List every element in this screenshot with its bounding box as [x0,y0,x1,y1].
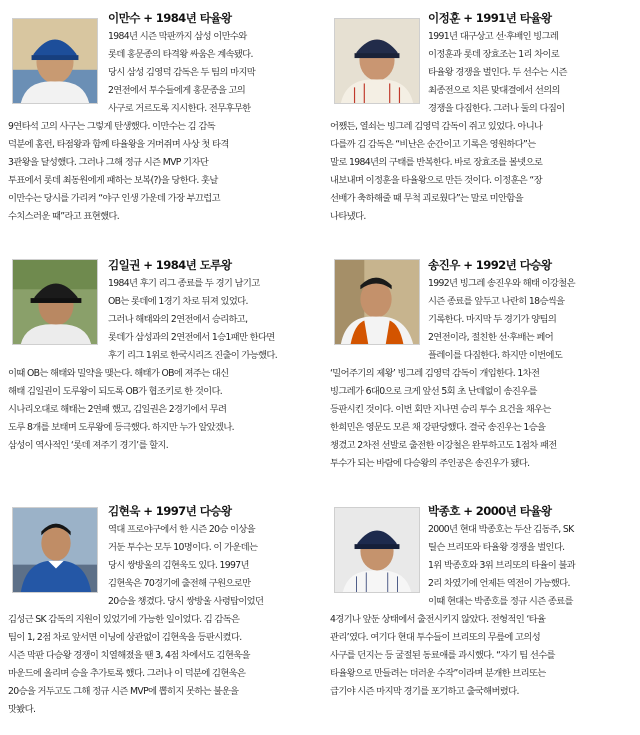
player-portrait-image [13,19,97,103]
entry-body-text: 김성근 SK 감독의 지원이 있었기에 가능한 일이었다. 김 감독은 팀이 1, 2점 차로 앞서면 이닝에 상관없이 김현욱을 등판시켰다. 시즌 막판 다승왕 경쟁이 치열해졌을 땐 3, 4점 차에서도 김현욱을 마운드에 올리며 승을 추가토록 했다. 그러나 이 덕분에 김현욱은 20승을 거두고도 그해 정규 시즌 MVP에 뽑히지 못하는 불운을 맛봤다. [8,614,250,715]
player-photo-kim-ilkwon [12,259,98,345]
entry-side-text: 1984년 후기 리그 종료를 두 경기 남기고 OB는 롯데에 1경기 차로 뒤져 있었다. 그러나 해태와의 2연전에서 승리하고, 롯데가 삼성과의 2연전에서 1승1패만 한다면 후기 리그 1위로 한국시리즈 진출이 가능했다. [108,278,278,361]
player-portrait-image [13,260,97,344]
entry-title: 김일권 + 1984년 도루왕 [108,258,232,272]
player-photo-lee-junghoon [334,18,420,104]
entry-title: 박종호 + 2000년 타율왕 [428,504,552,518]
entry-title: 김현욱 + 1997년 다승왕 [108,504,232,518]
entry-side-text: 역대 프로야구에서 한 시즌 20승 이상을 거둔 투수는 모두 10명이다. 이 가운데는 당시 쌍방울의 김현욱도 있다. 1997년 김현욱은 70경기에 출전해 구원으로만 20승을 챙겼다. 당시 쌍방울 사령탑이었던 [108,524,264,607]
entry-body-text: 9연타석 고의 사구는 그렇게 탄생했다. 이만수는 김 감독 덕분에 홈런, 타점왕과 함께 타율왕을 거머쥐며 사상 첫 타격 3관왕을 달성했다. 그러나 그해 정규 시즌 MVP 기자단 투표에서 롯데 최동원에게 패하는 보복(?)을 당한다. 훗날 이만수는 당시를 가리켜 “야구 인생 가운데 가장 부끄럽고 수치스러운 때”라고 표현했다. [8,121,229,222]
entry-side-text: 2000년 현대 박종호는 두산 김동주, SK 틸슨 브리또와 타율왕 경쟁을 벌인다. 1위 박종호와 3위 브리또의 타율이 불과 2리 차였기에 언제든 역전이 가능했다. 이때 현대는 박종호를 정규 시즌 종료를 [428,524,576,607]
entry-body-text: 이때 OB는 해태와 밀약을 맺는다. 해태가 OB에 져주는 대신 해태 김일권이 도루왕이 되도록 OB가 협조키로 한 것이다. 시나리오대로 해태는 2연패 했고, 김일권은 2경기에서 무려 도루 8개를 보태며 도루왕에 등극했다. 하지만 누가 알았겠나. 삼성이 역사적인 ‘롯데 져주기 경기’를 할지. [8,368,234,451]
entry-title: 이만수 + 1984년 타율왕 [108,11,232,25]
player-photo-lee-mansu [12,18,98,104]
player-portrait-image [335,19,419,103]
player-photo-song-jinwoo [334,259,420,345]
entry-body-text: 어쨌든, 열쇠는 빙그레 김영덕 감독이 쥐고 있었다. 아니나 다를까 김 감독은 “비난은 순간이고 기록은 영원하다”는 말로 1984년의 구태를 반복한다. 바로 장효조를 볼넷으로 내보내며 이정훈을 타율왕으로 만든 것이다. 이정훈은 “장 선배가 축하해줄 때 무척 괴로웠다”는 말로 미안함을 나타냈다. [330,121,543,222]
player-photo-kim-hyunwook [12,507,98,593]
entry-body-text: ‘밀어주기의 제왕’ 빙그레 김영덕 감독이 개입한다. 1차전 빙그레가 6대0으로 크게 앞선 5회 초 난데없이 송진우를 등판시킨 것이다. 이번 회만 지나면 승리 투수 요건을 채우는 한희민은 영문도 모른 채 강판당했다. 결국 송진우는 1승을 챙겼고 2차전 선발로 출전한 이강철은 완투하고도 1점차 패전 투수가 되는 바람에 다승왕의 주인공은 송진우가 됐다. [330,368,557,469]
player-portrait-image [335,260,419,344]
entry-side-text: 1992년 빙그레 송진우와 해태 이강철은 시즌 종료를 앞두고 나란히 18승씩을 기록한다. 마지막 두 경기가 양팀의 2연전이라, 절친한 선·후배는 페어 플레이를 다짐한다. 하지만 이번에도 [428,278,575,361]
player-portrait-image [13,508,97,592]
entry-title: 이정훈 + 1991년 타율왕 [428,11,552,25]
entry-side-text: 1991년 대구상고 선·후배인 빙그레 이정훈과 롯데 장효조는 1리 차이로 타율왕 경쟁을 벌인다. 두 선수는 시즌 최종전으로 치른 맞대결에서 선의의 경쟁을 다짐한다. 그러나 둘의 다짐이 [428,31,567,114]
player-photo-park-jongho [334,507,420,593]
entry-side-text: 1984년 시즌 막판까지 삼성 이만수와 롯데 홍문종의 타격왕 싸움은 계속됐다. 당시 삼성 김영덕 감독은 두 팀의 마지막 2연전에서 투수들에게 홍문종을 고의 사구로 거르도록 지시한다. 전무후무한 [108,31,256,114]
entry-title: 송진우 + 1992년 다승왕 [428,258,552,272]
entry-body-text: 4경기나 앞둔 상태에서 출전시키지 않았다. 전형적인 ‘타율 관리’였다. 여기다 현대 투수들이 브리또의 무릎에 고의성 사구를 던지는 등 굴절된 동료애를 과시했다. “자기 팀 선수를 타율왕으로 만들려는 더러운 수작”이라며 분개한 브리또는 급기야 시즌 마지막 경기를 포기하고 출국해버렸다. [330,614,555,697]
player-portrait-image [335,508,419,592]
